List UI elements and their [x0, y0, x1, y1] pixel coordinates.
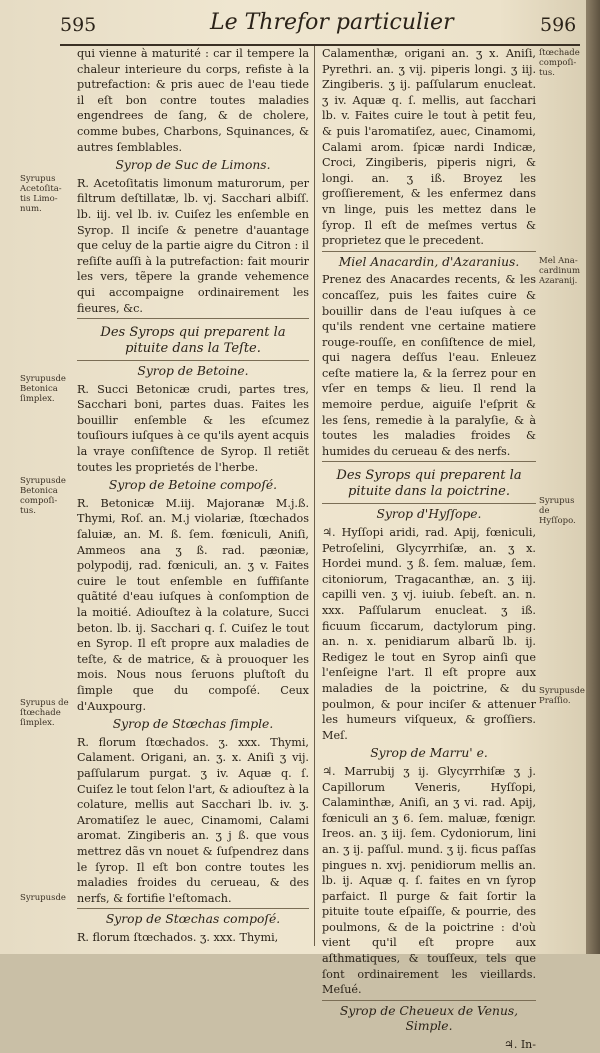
- catchword: ♃. In-: [503, 1038, 536, 1052]
- section-rule: [77, 318, 309, 319]
- recipe-heading: Syrop de Betoine compoſé.: [108, 478, 278, 493]
- section-rule: [77, 360, 309, 361]
- left-column: [77, 46, 309, 945]
- column-divider: [314, 46, 315, 946]
- paragraph: qui vienne à maturité : car il tempere la chaleur interieure du corps, refiste à la putrefaction: & pris auec de l'eau tiede il eſt bon contre toutes maladies engendrees de ſang, & de cholere, comme bubes, Charbons, Squinances, & autres ſemblables.: [77, 47, 309, 154]
- margin-note-betoine-compose: Syrupusde Betonica compoſi- tus.: [20, 476, 66, 516]
- section-rule: [322, 503, 536, 504]
- section-rule: [322, 251, 536, 252]
- paragraph: Calamenthæ, origani an. ʒ x. Aniſi, Pyrethri. an. ʒ vij. piperis longi. ʒ iij. Zingiberis. ʒ ij. paſſularum enucleat. ʒ iv. Aquæ q. ſ. mellis, aut ſacchari lb. v. Faites cuire le tout à petit feu, & puis l'aromatiſez, auec, Cinamomi, Calami arom. ſpicæ nardi Indicæ, Croci, Zingiberis, piperis nigri, & longi. an. ʒ iß. Broyez les groſſierement, & les enfermez dans vn linge, puis les mettez dans le ſyrop. Il eſt de meſmes vertus & proprietez que le precedent.: [322, 47, 536, 248]
- margin-note-stoechas-compose: Syrupusde: [20, 893, 66, 903]
- recipe-heading: Syrop d'Hyſſope.: [376, 507, 482, 522]
- running-title: Le Threfor particulier: [210, 10, 454, 35]
- margin-note-stoechas: Syrupus de ſtœchade ſimplex.: [20, 698, 69, 728]
- paragraph: R. Betonicæ M.iij. Majoranæ M.j.ß. Thymi, Roſ. an. M.j violariæ, ſtœchados ſaluiæ, an. M. ß. ſem. fœniculi, Aniſi, Ammeos ana ʒ ß. rad. pæoniæ, polypodij, rad. fœniculi, an. ʒ v. Faites cuire le tout enſemble en ſuffiſante quãtité d'eau iuſques à conſomption de la moitié. Adiouſtez à la colature, Succi beton. lb. ij. Sacchari q. ſ. Cuiſez le tout en Syrop. Il eſt propre aux maladies de teſte, & de matrice, & à prouoquer les mois. Nous nous ſeruons pluſtoſt du ſimple que du compoſé. Ceux d'Auxpourg.: [77, 496, 309, 713]
- recipe-heading: Syrop de Betoine.: [137, 364, 249, 379]
- paragraph: R. Acetoſitatis limonum maturorum, per filtrum deſtillatæ, lb. vj. Sacchari albiſſ. lb. iij. vel lb. iv. Cuiſez les enſemble en Syrop. Il inciſe & penetre d'auantage que celuy de la partie aigre du Citron : il reſiſte auſſi à la putrefaction: fait mourir les vers, tẽpere la grande vehemence qui accompaigne ordinairement les fieures, &c.: [77, 176, 309, 315]
- paragraph: Prenez des Anacardes recents, & les concaſſez, puis les faites cuire & bouillir dans de l'eau iuſques à ce qu'ils rendent vne certaine matiere rouge-rouſſe, en conſiſtence de miel, qui nagera deſſus l'eau. Enleuez ceſte matiere la, & la ſerrez pour en vſer en temps & lieu. Il rend la memoire perdue, aiguiſe l'eſprit & les ſens, remedie à la paralyſie, & à toutes les maladies froides & humides du cerueau & des nerfs.: [322, 273, 536, 458]
- margin-note-limons: Syrupus Acetoſita- tis Limo- num.: [20, 174, 62, 214]
- book-gutter: [586, 0, 600, 954]
- recipe-heading: Syrop de Cheueux de Venus, Simple.: [339, 1003, 519, 1034]
- paragraph: ♃. Marrubij ʒ ij. Glycyrrhiſæ ʒ j. Capillorum Veneris, Hyſſopi, Calaminthæ, Aniſi, an ʒ vi. rad. Apij, fœniculi an ʒ 6. ſem. maluæ, fœnigr. Ireos. an. ʒ iij. ſem. Cydoniorum, lini an. ʒ ij. paſſul. mund. ʒ ij. ficus paſſas pingues n. xvj. penidiorum mellis an. lb. ij. Aquæ q. ſ. faites en vn ſyrop parfaict. Il purge & fait ſortir la pituite toute eſpaiſſe, & pourrie, des poulmons, & de la poictrine : d'où vient qu'il eſt propre aux aſthmatiques, & touſſeux, tels que ſont ordinairement les vieillards. Meſué.: [322, 764, 536, 997]
- left-page-number: 595: [60, 14, 97, 36]
- recipe-heading: Syrop de Stœchas ſimple.: [112, 717, 274, 732]
- margin-note-hyssope: Syrupus de Hyſſopo.: [539, 496, 576, 526]
- section-rule: [322, 1000, 536, 1001]
- recipe-heading: Miel Anacardin, d'Azaranius.: [338, 254, 520, 269]
- margin-note-betoine: Syrupusde Betonica ſimplex.: [20, 374, 66, 404]
- paragraph: R. Succi Betonicæ crudi, partes tres, Sacchari boni, partes duas. Faites les bouillir enſemble & les eſcumez touſiours iuſques à ce qu'ils ayent acquis la vraye conſiſtence de Syrop. Il retiẽt toutes les proprietés de l'herbe.: [77, 382, 310, 474]
- paragraph: ♃. Hyſſopi aridi, rad. Apij, fœniculi, Petroſelini, Glycyrrhiſæ, an. ʒ x. Hordei mund. ʒ ß. ſem. maluæ, ſem. citoniorum, Tragacanthæ, an. ʒ iij. capilli ven. ʒ vj. iuiub. ſebeſt. an. n. xxx. Paſſularum enucleat. ʒ iß. ficuum ſiccarum, dactylorum ping. an. n. x. penidiarum albarũ lb. ij. Redigez le tout en Syrop ainſi que l'enſeigne l'art. Il eſt propre aux maladies de la poictrine, & du poulmon, & pour inciſer & attenuer les humeurs viſqueux, & groſſiers. Meſ.: [322, 526, 536, 742]
- paragraph: R. florum ſtœchados. ʒ. xxx. Thymi,: [77, 930, 279, 944]
- margin-note-marrube: Syrupusde Praſſio.: [539, 686, 585, 706]
- recipe-heading: Syrop de Suc de Limons.: [115, 158, 271, 173]
- recipe-heading: Syrop de Marru' e.: [370, 746, 488, 761]
- recipe-heading: Syrop de Stœchas compoſé.: [105, 912, 281, 927]
- right-page-number: 596: [540, 14, 577, 36]
- section-heading: Des Syrops qui preparent la pituite dans la poictrine.: [336, 468, 522, 500]
- section-rule: [77, 908, 309, 909]
- paragraph: R. florum ſtœchados. ʒ. xxx. Thymi, Calament. Origani, an. ʒ. x. Aniſi ʒ vij. paſſularum purgat. ʒ iv. Aquæ q. ſ. Cuiſez le tout ſelon l'art, & adiouſtez à la colature, mellis aut Sacchari lb. iv. ʒ. Aromatiſez le auec, Cinamomi, Calami aromat. Zingiberis an. ʒ j ß. que vous mettrez dãs vn nouet & ſuſpendrez dans le ſyrop. Il eſt bon contre toutes les maladies froides du cerueau, & des nerfs, & fortifie l'eſtomach.: [77, 735, 309, 905]
- margin-note-stoechas-compose-cont: ſtœchade compoſi- tus.: [539, 48, 580, 78]
- margin-note-miel: Mel Ana- cardinum Azaranij.: [539, 256, 581, 286]
- right-column: [322, 46, 536, 1053]
- section-heading: Des Syrops qui preparent la pituite dans la Teſte.: [100, 325, 286, 357]
- section-rule: [322, 461, 536, 462]
